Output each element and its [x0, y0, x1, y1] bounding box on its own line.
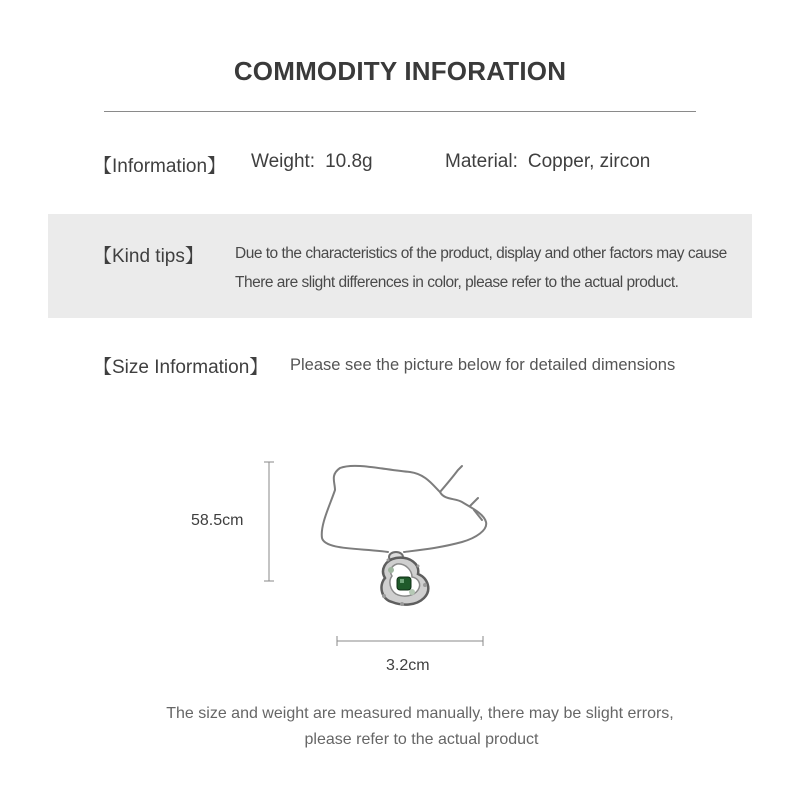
kind-tips-line-2: There are slight differences in color, please refer to the actual product.: [235, 274, 679, 291]
pendant-body: [381, 558, 428, 606]
weight-key: Weight:: [251, 151, 316, 172]
height-dimension-line: [264, 462, 274, 581]
kind-tips-label: 【Kind tips】: [93, 246, 204, 267]
material-value: Copper, zircon: [527, 151, 651, 172]
kind-tips-line-1: Due to the characteristics of the product, display and other factors may cause: [235, 245, 727, 262]
size-information-description: Please see the picture below for detailed dimensions: [290, 356, 676, 374]
information-label: 【Information】: [93, 156, 227, 177]
measurement-note-line-2: please refer to the actual product: [304, 731, 539, 748]
width-dimension-line: [337, 636, 483, 646]
zircon-stone: [397, 577, 411, 590]
height-dimension-label: 58.5cm: [191, 512, 244, 529]
material-key: Material:: [445, 151, 518, 172]
weight-value: 10.8g: [325, 151, 373, 172]
size-information-label: 【Size Information】: [93, 357, 269, 378]
necklace-chain: [322, 466, 486, 552]
page-title: COMMODITY INFORATION: [233, 56, 567, 86]
measurement-note-line-1: The size and weight are measured manually, there may be slight errors,: [166, 705, 674, 722]
width-dimension-label: 3.2cm: [386, 657, 430, 674]
